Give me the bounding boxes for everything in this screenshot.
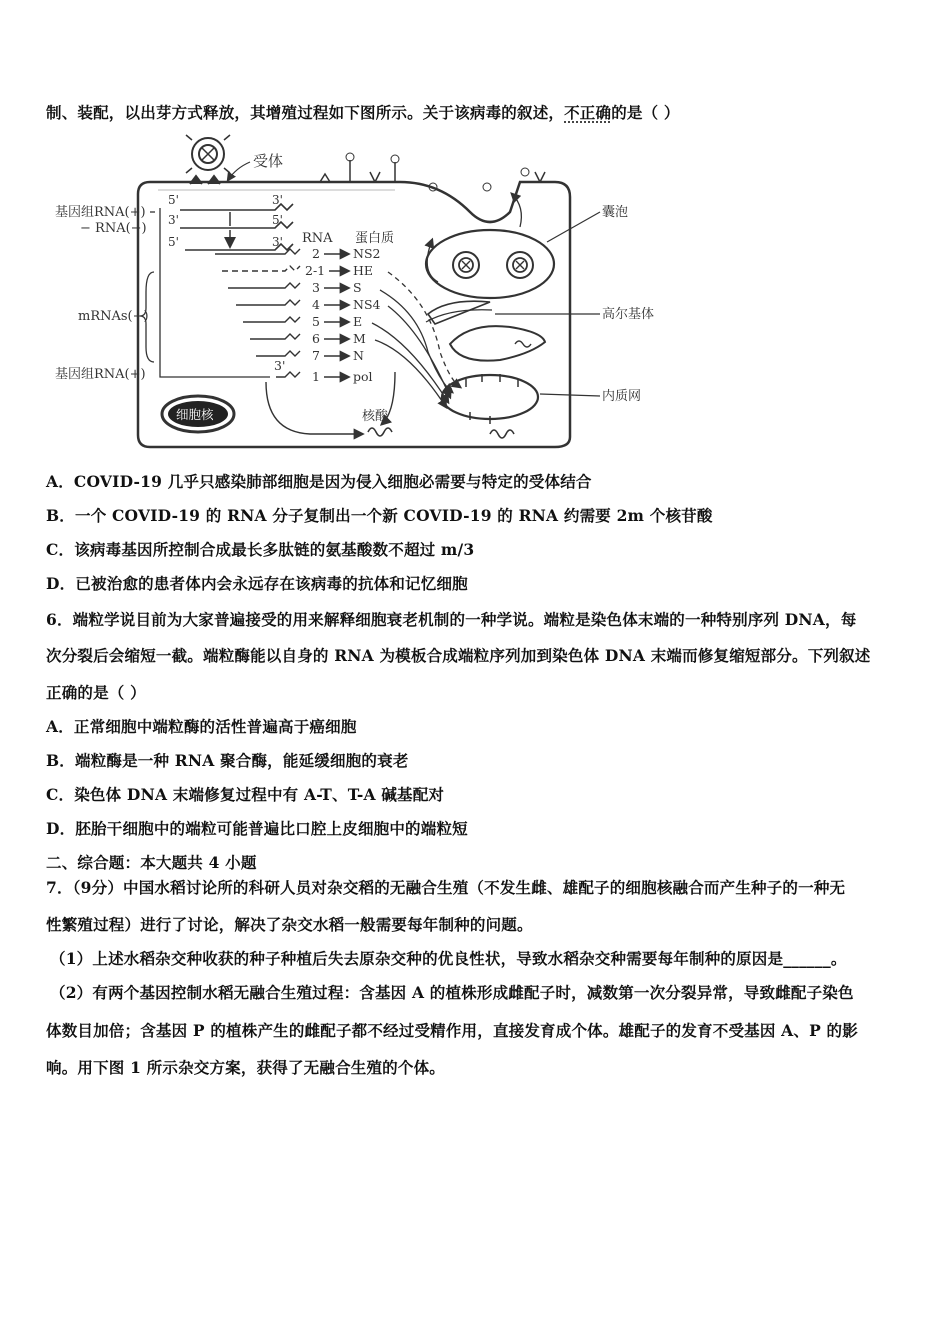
rna-2-1: 2-1 bbox=[305, 263, 326, 278]
q5-option-c: C．该病毒基因所控制合成最长多肽链的氨基酸数不超过 m/3 bbox=[46, 540, 475, 559]
label-nucleus: 细胞核 bbox=[176, 407, 214, 422]
protein-n: N bbox=[353, 348, 364, 363]
label-golgi: 高尔基体 bbox=[602, 307, 655, 322]
nucleus-icon bbox=[162, 396, 234, 432]
label-er: 内质网 bbox=[602, 389, 642, 404]
rna-7: 7 bbox=[312, 348, 320, 363]
rna-1: 1 bbox=[312, 369, 320, 384]
q6-option-a: A．正常细胞中端粒酶的活性普遍高于癌细胞 bbox=[46, 717, 357, 736]
protein-ns4: NS4 bbox=[353, 297, 381, 312]
vesicle-shape bbox=[426, 230, 554, 298]
q5-stem-end: 的是（ ） bbox=[611, 103, 680, 122]
q7-line-1: 7．（9分）中国水稻讨论所的科研人员对杂交稻的无融合生殖（不发生雌、雄配子的细胞核融合而产生种子的一种无 bbox=[46, 878, 846, 897]
q5-option-a: A．COVID-19 几乎只感染肺部细胞是因为侵入细胞必需要与特定的受体结合 bbox=[46, 472, 592, 491]
rna-3: 3 bbox=[312, 280, 320, 295]
label-nucleic-acid: 核酸 bbox=[362, 409, 389, 424]
rna-2: 2 bbox=[312, 246, 320, 261]
q7-line-3: （1）上述水稻杂交种收获的种子种植后失去原杂交种的优良性状，导致水稻杂交种需要每年制种的原因是______。 bbox=[50, 949, 847, 968]
rna-6: 6 bbox=[312, 331, 320, 346]
section-2-heading: 二、综合题：本大题共 4 小题 bbox=[46, 853, 257, 872]
label-rna-minus: − RNA(−) bbox=[80, 221, 147, 236]
label-3prime-3: 3' bbox=[272, 235, 283, 249]
label-vesicle: 囊泡 bbox=[602, 205, 629, 220]
rna-5: 5 bbox=[312, 314, 320, 329]
protein-s: S bbox=[353, 280, 362, 295]
q6-stem-line-2: 次分裂后会缩短一截。端粒酶能以自身的 RNA 为模板合成端粒序列加到染色体 DNA 末端而修复缩短部分。下列叙述 bbox=[46, 646, 871, 665]
protein-ns2: NS2 bbox=[353, 246, 381, 261]
q5-stem bbox=[46, 101, 680, 123]
q7-line-4: （2）有两个基因控制水稻无融合生殖过程：含基因 A 的植株形成雌配子时，减数第一次分裂异常，导致雌配子染色 bbox=[50, 983, 854, 1002]
protein-he: HE bbox=[353, 263, 374, 278]
protein-pol: pol bbox=[353, 369, 373, 384]
label-3prime-1: 3' bbox=[168, 213, 179, 227]
label-mrnas: mRNAs(+) bbox=[78, 309, 149, 324]
label-protein-header: 蛋白质 bbox=[355, 231, 395, 246]
label-5prime-3: 5' bbox=[272, 213, 283, 227]
label-genome-rna-plus-2: 基因组RNA(+) bbox=[55, 367, 146, 382]
label-genome-rna-plus: 基因组RNA(+) bbox=[55, 205, 146, 220]
protein-m: M bbox=[353, 331, 366, 346]
q5-stem-text: 制、装配，以出芽方式释放，其增殖过程如下图所示。关于该病毒的叙述， bbox=[46, 103, 565, 122]
q7-line-6: 响。用下图 1 所示杂交方案，获得了无融合生殖的个体。 bbox=[46, 1058, 445, 1077]
golgi-shape bbox=[426, 301, 492, 324]
q5-option-d: D．已被治愈的患者体内会永远存在该病毒的抗体和记忆细胞 bbox=[46, 574, 468, 593]
virus-replication-diagram bbox=[50, 132, 680, 454]
q7-line-2: 性繁殖过程）进行了讨论，解决了杂交水稻一般需要每年制种的问题。 bbox=[46, 915, 533, 934]
q6-stem-line-1: 6．端粒学说目前为大家普遍接受的用来解释细胞衰老机制的一种学说。端粒是染色体末端的一种特别序列 DNA，每 bbox=[46, 610, 857, 629]
label-3prime-2: 3' bbox=[272, 193, 283, 207]
label-5prime-2: 5' bbox=[168, 235, 179, 249]
virus-particle-icon bbox=[186, 135, 230, 173]
q6-option-d: D．胚胎干细胞中的端粒可能普遍比口腔上皮细胞中的端粒短 bbox=[46, 819, 468, 838]
label-3prime-4: 3' bbox=[274, 358, 286, 373]
label-5prime-1: 5' bbox=[168, 193, 179, 207]
label-rna-header: RNA bbox=[302, 231, 333, 246]
q6-stem-line-3: 正确的是（ ） bbox=[46, 683, 146, 702]
q5-stem-emphasis: 不正确 bbox=[564, 103, 612, 122]
q6-option-b: B．端粒酶是一种 RNA 聚合酶，能延缓细胞的衰老 bbox=[46, 751, 409, 770]
rna-4: 4 bbox=[312, 297, 320, 312]
q5-option-b: B．一个 COVID-19 的 RNA 分子复制出一个新 COVID-19 的 RNA 约需要 2m 个核苷酸 bbox=[46, 506, 713, 525]
label-receptor: 受体 bbox=[253, 152, 284, 170]
q7-line-5: 体数目加倍；含基因 P 的植株产生的雌配子都不经过受精作用，直接发育成个体。雄配子的发育不受基因 A、P 的影 bbox=[46, 1021, 858, 1040]
protein-e: E bbox=[353, 314, 363, 329]
q6-option-c: C．染色体 DNA 末端修复过程中有 A-T、T-A 碱基配对 bbox=[46, 785, 445, 804]
